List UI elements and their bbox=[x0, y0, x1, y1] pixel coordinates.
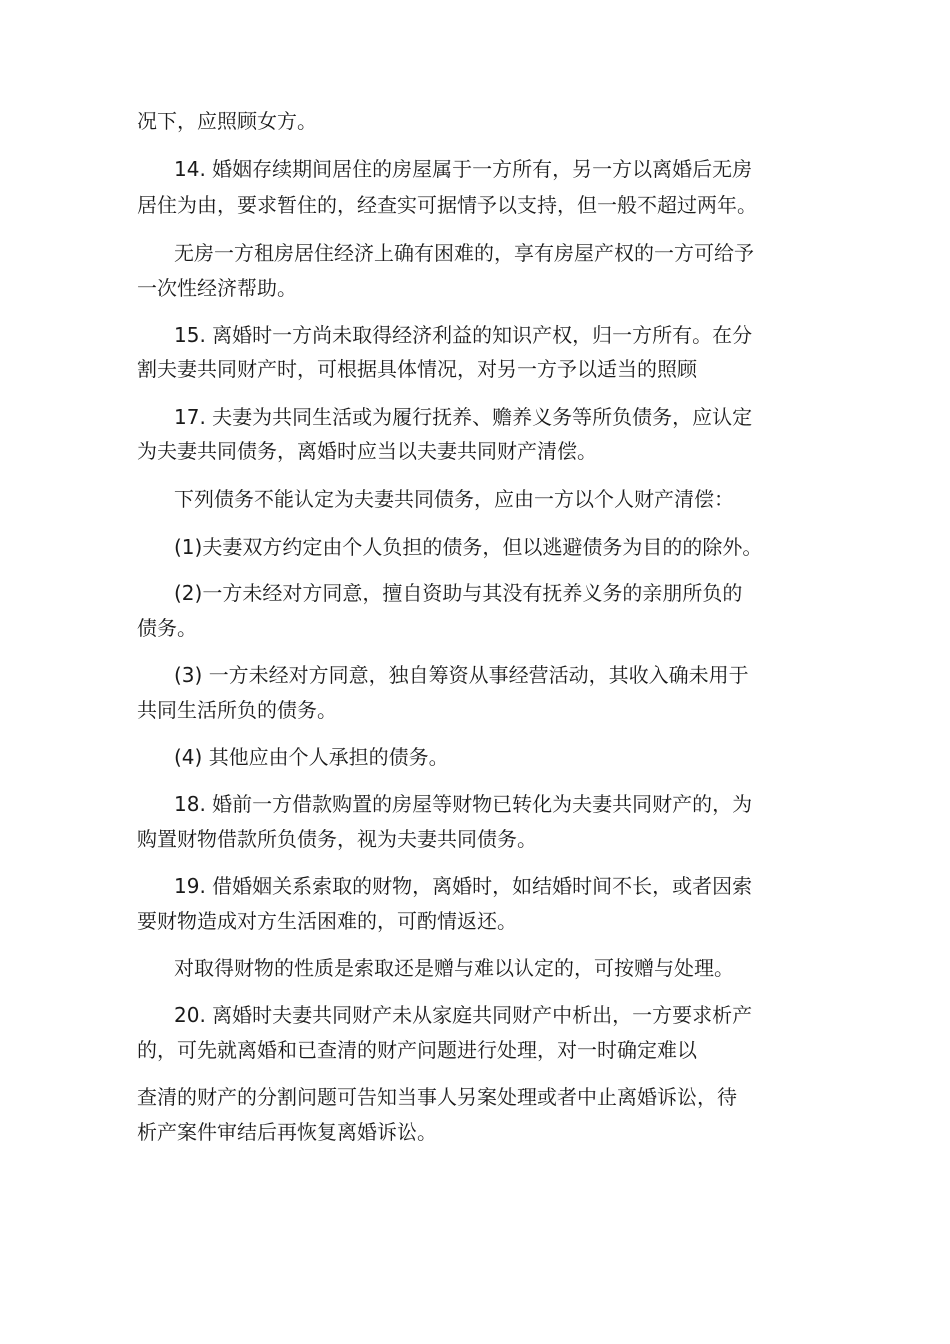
text-line: 无房一方租房居住经济上确有困难的，享有房屋产权的一方可给予 bbox=[174, 241, 754, 265]
text-line: 对取得财物的性质是索取还是赠与难以认定的，可按赠与处理。 bbox=[174, 956, 734, 980]
text-line: (1)夫妻双方约定由个人负担的债务，但以逃避债务为目的的除外。 bbox=[174, 535, 763, 559]
text-line: 17. 夫妻为共同生活或为履行抚养、赡养义务等所负债务，应认定 bbox=[174, 405, 753, 429]
text-line: (3) 一方未经对方同意，独自筹资从事经营活动，其收入确未用于 bbox=[174, 663, 749, 687]
text-line: (2)一方未经对方同意，擅自资助与其没有抚养义务的亲朋所负的 bbox=[174, 581, 743, 605]
text-line: 20. 离婚时夫妻共同财产未从家庭共同财产中析出，一方要求析产 bbox=[174, 1003, 753, 1027]
text-line: (4) 其他应由个人承担的债务。 bbox=[174, 745, 449, 769]
text-line: 下列债务不能认定为夫妻共同债务，应由一方以个人财产清偿： bbox=[174, 487, 734, 511]
text-line: 查清的财产的分割问题可告知当事人另案处理或者中止离婚诉讼，待 bbox=[137, 1085, 737, 1109]
text-line: 要财物造成对方生活困难的，可酌情返还。 bbox=[137, 909, 517, 933]
text-line: 析产案件审结后再恢复离婚诉讼。 bbox=[137, 1120, 437, 1144]
text-line: 的，可先就离婚和已查清的财产问题进行处理，对一时确定难以 bbox=[137, 1038, 697, 1062]
text-line: 一次性经济帮助。 bbox=[137, 276, 297, 300]
text-line: 况下，应照顾女方。 bbox=[137, 109, 317, 133]
text-line: 共同生活所负的债务。 bbox=[137, 698, 337, 722]
text-line: 14. 婚姻存续期间居住的房屋属于一方所有，另一方以离婚后无房 bbox=[174, 157, 753, 181]
text-line: 为夫妻共同债务，离婚时应当以夫妻共同财产清偿。 bbox=[137, 439, 597, 463]
text-line: 债务。 bbox=[137, 616, 197, 640]
text-line: 居住为由，要求暂住的，经查实可据情予以支持，但一般不超过两年。 bbox=[137, 193, 757, 217]
text-line: 割夫妻共同财产时，可根据具体情况，对另一方予以适当的照顾 bbox=[137, 357, 697, 381]
text-line: 19. 借婚姻关系索取的财物，离婚时，如结婚时间不长，或者因索 bbox=[174, 874, 753, 898]
text-line: 18. 婚前一方借款购置的房屋等财物已转化为夫妻共同财产的，为 bbox=[174, 792, 753, 816]
text-line: 15. 离婚时一方尚未取得经济利益的知识产权，归一方所有。在分 bbox=[174, 323, 753, 347]
text-line: 购置财物借款所负债务，视为夫妻共同债务。 bbox=[137, 827, 537, 851]
